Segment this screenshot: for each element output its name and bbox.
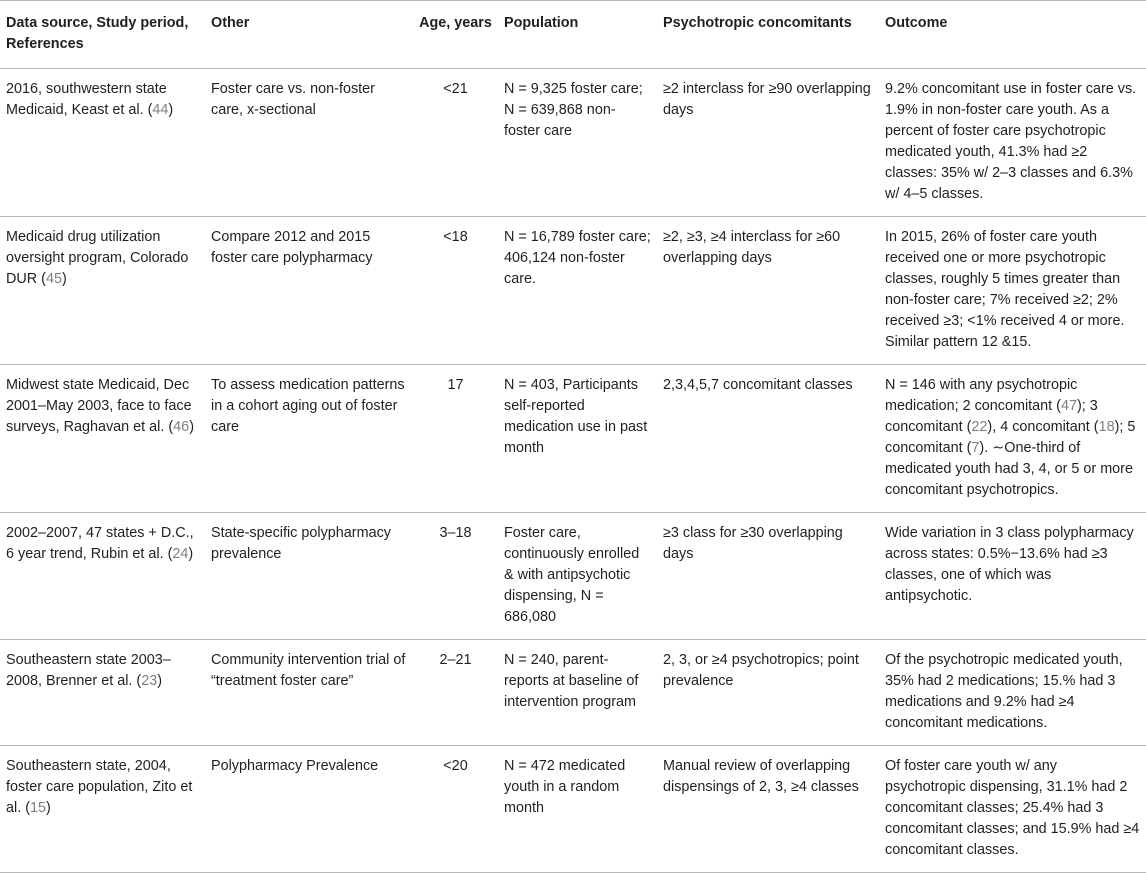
table-row (0, 746, 1146, 873)
cell-data-source (0, 365, 205, 513)
cell-outcome: Of foster care youth w/ any psychotropic dispensing, 31.1% had 2 concomitant classes; 25.4% had 3 concomitant classes; and 15.9% had ≥4 concomitant classes. (879, 746, 1146, 873)
reference-link[interactable]: 7 (971, 440, 980, 456)
table-header (0, 1, 1146, 69)
cell-text: Southeastern state, 2004, foster care population, Zito et al. ( (6, 758, 193, 816)
cell-text: Medicaid drug utilization oversight program, Colorado DUR ( (6, 229, 189, 287)
cell-text: ) (168, 102, 174, 118)
reference-link[interactable]: 45 (45, 271, 62, 287)
header-psychotropic-concomitants: Psychotropic concomitants (657, 1, 879, 69)
cell-text: ); 5 concomitant ( (885, 419, 1136, 456)
cell-psychotropic-concomitants: 2, 3, or ≥4 psychotropics; point prevalence (657, 640, 879, 746)
cell-text: ) (61, 271, 67, 287)
cell-psychotropic-concomitants: ≥2 interclass for ≥90 overlapping days (657, 69, 879, 217)
cell-outcome: 9.2% concomitant use in foster care vs. 1.9% in non-foster care youth. As a percent of foster care psychotropic medicated youth, 41.3% had ≥2 classes: 35% w/ 2–3 classes and 6.3% w/ 4–5 classes. (879, 69, 1146, 217)
cell-data-source (0, 746, 205, 873)
cell-age: 17 (413, 365, 498, 513)
cell-text: ) (188, 546, 194, 562)
reference-link[interactable]: 47 (1060, 398, 1077, 414)
header-other: Other (205, 1, 413, 69)
table-row (0, 69, 1146, 217)
reference-link[interactable]: 18 (1098, 419, 1115, 435)
table-row (0, 217, 1146, 365)
reference-link[interactable]: 46 (173, 419, 190, 435)
cell-population: Foster care, continuously enrolled & with antipsychotic dispensing, N = 686,080 (498, 513, 657, 640)
cell-outcome: Wide variation in 3 class polypharmacy across states: 0.5%−13.6% had ≥3 classes, one of which was antipsychotic. (879, 513, 1146, 640)
cell-text: 2016, southwestern state Medicaid, Keast et al. ( (6, 81, 167, 118)
cell-psychotropic-concomitants: ≥2, ≥3, ≥4 interclass for ≥60 overlapping days (657, 217, 879, 365)
table-row (0, 513, 1146, 640)
table-row (0, 640, 1146, 746)
cell-other: Polypharmacy Prevalence (205, 746, 413, 873)
header-outcome: Outcome (879, 1, 1146, 69)
cell-psychotropic-concomitants: Manual review of overlapping dispensings of 2, 3, ≥4 classes (657, 746, 879, 873)
cell-outcome (879, 365, 1146, 513)
cell-text: N = 146 with any psychotropic medication; 2 concomitant ( (885, 377, 1078, 414)
cell-outcome: In 2015, 26% of foster care youth received one or more psychotropic classes, roughly 5 times greater than non-foster care; 7% received ≥2; 2% received ≥3; <1% received 4 or more. Similar pattern 12 &15. (879, 217, 1146, 365)
header-data-source: Data source, Study period, References (0, 1, 205, 69)
header-age: Age, years (413, 1, 498, 69)
cell-text: ) (157, 673, 163, 689)
reference-link[interactable]: 44 (152, 102, 169, 118)
reference-link[interactable]: 23 (141, 673, 158, 689)
cell-other: To assess medication patterns in a cohort aging out of foster care (205, 365, 413, 513)
cell-age: 2–21 (413, 640, 498, 746)
cell-other: Foster care vs. non-foster care, x-sectional (205, 69, 413, 217)
table-row (0, 365, 1146, 513)
cell-data-source (0, 513, 205, 640)
reference-link[interactable]: 15 (30, 800, 47, 816)
cell-population: N = 16,789 foster care; 406,124 non-foster care. (498, 217, 657, 365)
cell-text: ), 4 concomitant ( (987, 419, 1099, 435)
cell-age: <20 (413, 746, 498, 873)
cell-text: ) (189, 419, 194, 435)
cell-age: <18 (413, 217, 498, 365)
cell-outcome: Of the psychotropic medicated youth, 35% had 2 medications; 15.% had 3 medications and 9.2% had ≥4 concomitant medications. (879, 640, 1146, 746)
cell-data-source (0, 217, 205, 365)
cell-text: ). ∼One-third of medicated youth had 3, 4, or 5 or more concomitant psychotropics. (885, 440, 1133, 498)
cell-text: 2002–2007, 47 states + D.C., 6 year trend, Rubin et al. ( (6, 525, 194, 562)
cell-population: N = 403, Participants self-reported medication use in past month (498, 365, 657, 513)
cell-text: ); 3 concomitant ( (885, 398, 1098, 435)
cell-population: N = 9,325 foster care; N = 639,868 non-foster care (498, 69, 657, 217)
cell-other: Community intervention trial of “treatment foster care” (205, 640, 413, 746)
cell-other: Compare 2012 and 2015 foster care polypharmacy (205, 217, 413, 365)
cell-text: Midwest state Medicaid, Dec 2001–May 2003, face to face surveys, Raghavan et al. ( (6, 377, 192, 435)
table-body (0, 69, 1146, 873)
cell-text: ) (46, 800, 51, 816)
cell-age: 3–18 (413, 513, 498, 640)
cell-age: <21 (413, 69, 498, 217)
reference-link[interactable]: 22 (971, 419, 988, 435)
cell-population: N = 472 medicated youth in a random month (498, 746, 657, 873)
cell-population: N = 240, parent-reports at baseline of intervention program (498, 640, 657, 746)
header-row (0, 1, 1146, 69)
cell-data-source (0, 69, 205, 217)
header-population: Population (498, 1, 657, 69)
cell-text: Southeastern state 2003–2008, Brenner et al. ( (6, 652, 171, 689)
cell-data-source (0, 640, 205, 746)
reference-link[interactable]: 24 (172, 546, 189, 562)
cell-psychotropic-concomitants: ≥3 class for ≥30 overlapping days (657, 513, 879, 640)
cell-psychotropic-concomitants: 2,3,4,5,7 concomitant classes (657, 365, 879, 513)
cell-other: State-specific polypharmacy prevalence (205, 513, 413, 640)
